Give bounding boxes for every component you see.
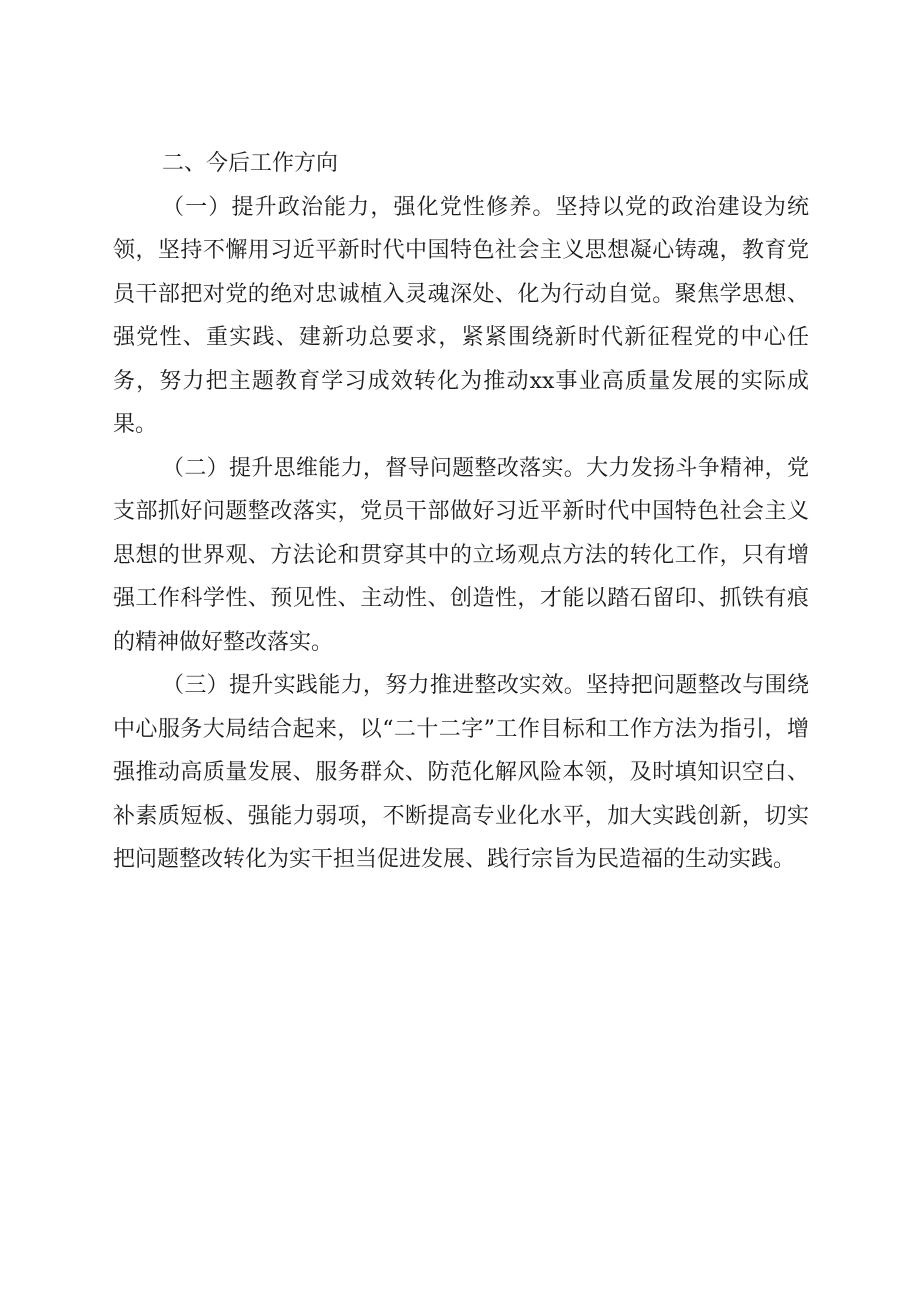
section-heading: 二、今后工作方向 [162,151,339,176]
paragraph-political-ability: （一）提升政治能力，强化党性修养。坚持以党的政治建设为统领，坚持不懈用习近平新时代中国特色社会主义思想凝心铸魂，教育党员干部把对党的绝对忠诚植入灵魂深处、化为行动自觉。聚焦学思想、强党性、重实践、建新功总要求，紧紧围绕新时代新征程党的中心任务，努力把主题教育学习成效转化为推动xx事业高质量发展的实际成果。 [113,194,809,437]
paragraph-thinking-ability: （二）提升思维能力，督导问题整改落实。大力发扬斗争精神，党支部抓好问题整改落实，党员干部做好习近平新时代中国特色社会主义思想的世界观、方法论和贯穿其中的立场观点方法的转化工作，只有增强工作科学性、预见性、主动性、创造性，才能以踏石留印、抓铁有痕的精神做好整改落实。 [113,455,809,655]
document-body [113,142,809,882]
paragraph-practice-ability: （三）提升实践能力，努力推进整改实效。坚持把问题整改与围绕中心服务大局结合起来，以“二十二字”工作目标和工作方法为指引，增强推动高质量发展、服务群众、防范化解风险本领，及时填知识空白、补素质短板、强能力弱项，不断提高专业化水平，加大实践创新，切实把问题整改转化为实干担当促进发展、践行宗旨为民造福的生动实践。 [113,673,809,872]
